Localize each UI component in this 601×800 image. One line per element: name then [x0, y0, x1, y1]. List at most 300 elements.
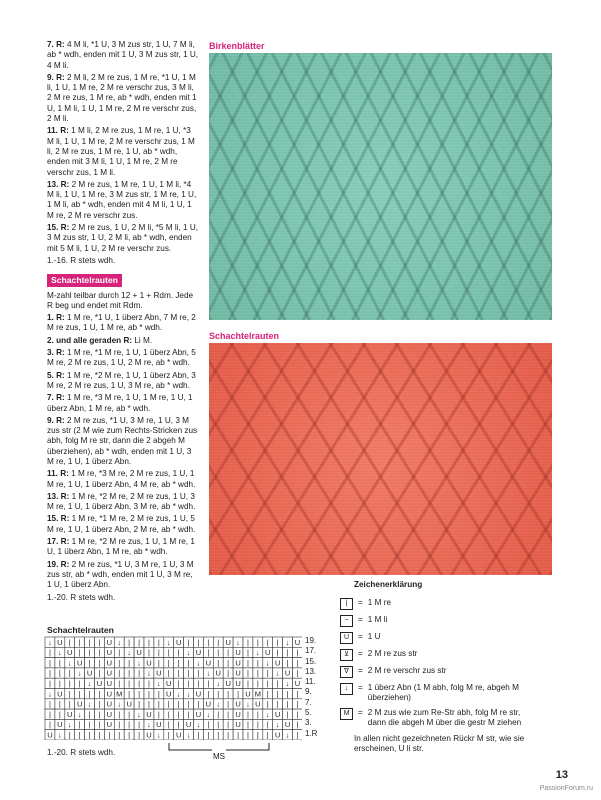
schachtelrauten-row — [47, 560, 199, 591]
chart-symbol: | — [167, 730, 170, 740]
chart-symbol: | — [48, 709, 51, 719]
chart-symbol: | — [246, 648, 249, 658]
chart-symbol: | — [197, 637, 200, 647]
chart-symbol: | — [286, 689, 289, 699]
row-label: 2. und alle geraden R: — [47, 335, 135, 345]
chart-symbol: | — [187, 699, 190, 709]
chart-symbol: | — [177, 699, 180, 709]
chart-symbol: | — [177, 679, 180, 688]
chart-symbol: | — [88, 648, 91, 658]
knit-photo-birkenblaetter — [209, 53, 552, 320]
legend-symbol-icon: M — [340, 708, 353, 720]
row-label: 3. R: — [47, 348, 68, 358]
chart-symbol: | — [118, 658, 121, 668]
chart-symbol: | — [138, 679, 141, 688]
chart-symbol: ↓ — [67, 720, 72, 730]
chart-symbol: | — [118, 679, 121, 688]
chart-symbol: | — [78, 648, 81, 658]
chart-row-number: 9. — [305, 687, 312, 697]
chart-symbol: | — [68, 730, 71, 740]
chart-symbol: U — [284, 720, 291, 730]
legend-equals: = — [358, 683, 363, 692]
row-text: 1 M re, *2 M re, 1 U, 1 überz Abn, 3 M re, 2 M re zus, 1 U, 3 M re, ab * wdh. — [47, 370, 196, 390]
row-text: 1 M li, 2 M re zus, 1 M re, 1 U, *3 M li, 1 U, 1 M re, 2 M re verschr zus, 1 M li, 2 M re zus, 1 M re, 1 U, ab * wdh, enden mit 3 M li, 1 U, 1 M re, 2 M re verschr zus, 1 M li. — [47, 126, 195, 177]
chart-symbol: ↓ — [196, 658, 201, 668]
chart-symbol: | — [246, 668, 249, 678]
schachtelrauten-row — [47, 469, 199, 490]
chart-symbol: | — [227, 709, 230, 719]
chart-symbol: ↓ — [57, 648, 62, 658]
chart-symbol: U — [175, 730, 182, 740]
chart-symbol: | — [197, 668, 200, 678]
chart-symbol: | — [276, 648, 279, 658]
chart-row-number: 19. — [305, 636, 317, 645]
chart-symbol: U — [106, 637, 113, 647]
chart-symbol: | — [98, 720, 101, 730]
chart-symbol: | — [167, 648, 170, 658]
chart-symbol: | — [98, 709, 101, 719]
chart-symbol: | — [147, 699, 150, 709]
schachtelrauten-row — [47, 514, 199, 535]
chart-symbol: | — [157, 709, 160, 719]
chart-symbol: U — [265, 648, 271, 658]
chart-symbol: | — [246, 730, 249, 740]
chart-symbol: | — [68, 668, 71, 678]
chart-title: Schachtelrauten — [47, 625, 114, 635]
chart-symbol: ↓ — [137, 709, 141, 719]
legend-equals: = — [358, 632, 363, 641]
row-text: 1 M re, *3 M re, 2 M re zus, 1 U, 1 M re, 1 U, 1 überz Abn, 4 M re, ab * wdh. — [47, 469, 196, 489]
birkenblaetter-row — [47, 180, 199, 221]
chart-symbol: U — [106, 709, 113, 719]
chart-symbol: ↓ — [275, 668, 280, 678]
legend-items — [340, 598, 530, 728]
chart-symbol: U — [195, 648, 202, 658]
chart-symbol: ↓ — [186, 648, 191, 658]
chart-symbol: | — [296, 699, 299, 709]
chart-symbol: | — [207, 648, 210, 658]
chart-symbol: U — [106, 679, 113, 688]
legend-item — [340, 632, 530, 644]
chart-symbol: | — [256, 730, 259, 740]
chart-symbol: | — [256, 679, 259, 688]
chart-symbol: | — [58, 679, 61, 688]
photo-title-birkenblaetter: Birkenblätter — [209, 41, 265, 51]
chart-symbol: | — [138, 720, 141, 730]
chart-symbol: | — [256, 658, 259, 668]
chart-symbol: | — [128, 668, 131, 678]
chart-symbol: U — [166, 689, 172, 699]
chart-symbol: ↓ — [57, 730, 62, 740]
row-text: 1 M re, *2 M re, 2 M re zus, 1 U, 3 M re, 1 U, 1 überz Abn, 3 M re, ab * wdh. — [47, 491, 196, 512]
legend-title: Zeichenerklärung — [354, 580, 423, 589]
chart-symbol: U — [215, 668, 221, 678]
chart-symbol: ↓ — [206, 668, 211, 678]
row-text: Li M. — [134, 335, 153, 345]
chart-symbol: | — [118, 648, 121, 658]
birkenblaetter-rows — [47, 40, 199, 254]
chart-symbol: | — [68, 679, 71, 688]
chart-symbol: | — [88, 637, 91, 647]
chart-row-number: 1.R — [305, 728, 318, 738]
chart-symbol: | — [88, 730, 91, 740]
legend-symbol-icon: ⊻ — [340, 649, 353, 661]
chart-symbol: | — [48, 720, 51, 730]
chart-symbol: | — [58, 709, 61, 719]
chart-symbol: ↓ — [77, 709, 82, 719]
instructions-column — [47, 40, 199, 605]
chart-footer: 1.-20. R stets wdh. — [47, 748, 116, 757]
chart-symbol: | — [276, 689, 279, 699]
chart-symbol: | — [237, 689, 240, 699]
chart-symbol: ↓ — [87, 699, 92, 709]
chart-symbol: | — [68, 689, 71, 699]
chart-symbol: | — [88, 658, 91, 668]
chart-row-number: 5. — [305, 708, 312, 718]
chart-symbol: | — [256, 637, 259, 647]
row-text: 4 M li, *1 U, 3 M zus str, 1 U, 7 M li, ab * wdh, enden mit 1 U, 3 M zus str, 1 U, 4 M li. — [47, 40, 199, 70]
chart-symbol: | — [276, 699, 279, 709]
chart-symbol: | — [78, 689, 81, 699]
chart-symbol: ↓ — [206, 709, 211, 719]
legend-text: 2 M zus wie zum Re-Str abh, folg M re str, dann die abgeh M über die gestr M ziehen — [367, 708, 522, 727]
page-number: 13 — [555, 769, 568, 781]
chart-symbol: | — [227, 658, 230, 668]
chart-symbol: U — [156, 720, 162, 730]
chart-symbol: ↓ — [265, 658, 270, 668]
chart-symbol: | — [256, 720, 259, 730]
schachtelrauten-row — [47, 336, 199, 346]
chart-symbol: U — [185, 720, 192, 730]
legend-item — [340, 649, 530, 661]
chart-symbol: | — [138, 699, 141, 709]
chart-symbol: | — [246, 720, 249, 730]
chart-symbol: U — [235, 720, 241, 730]
chart-symbol: | — [177, 709, 180, 719]
chart-symbol: | — [68, 637, 71, 647]
chart-symbol: | — [246, 709, 249, 719]
chart-symbol: | — [207, 720, 210, 730]
chart-symbol: ↓ — [236, 637, 240, 647]
chart-symbol: | — [217, 709, 220, 719]
chart-symbol: | — [246, 679, 249, 688]
chart-symbol: | — [217, 637, 220, 647]
chart-symbol: | — [266, 689, 269, 699]
chart-symbol: | — [187, 679, 190, 688]
chart-symbol: | — [266, 637, 269, 647]
row-label: 19. R: — [47, 559, 72, 569]
chart-symbol: | — [217, 720, 220, 730]
chart-symbol: U — [136, 648, 142, 658]
chart-symbol: | — [147, 648, 150, 658]
chart-row-number: 17. — [305, 646, 317, 656]
chart-symbol: | — [266, 720, 269, 730]
chart-symbol: | — [157, 637, 160, 647]
row-text: 1 M re, *1 M re, 1 U, 1 überz Abn, 5 M re, 2 M re zus, 1 U, 2 M re, ab * wdh. — [47, 348, 196, 368]
chart-symbol: | — [286, 648, 289, 658]
chart-symbol: | — [118, 720, 121, 730]
legend-text: 2 M re verschr zus str — [367, 666, 447, 675]
chart-symbol: ↓ — [48, 689, 52, 699]
chart-symbol: | — [138, 730, 141, 740]
chart-symbol: | — [138, 668, 141, 678]
chart-symbol: ↓ — [246, 699, 250, 709]
legend-equals: = — [358, 708, 363, 717]
chart-symbol: | — [98, 637, 101, 647]
chart-symbol: | — [266, 699, 269, 709]
chart-symbol: M — [254, 689, 261, 699]
chart-symbol: | — [98, 689, 101, 699]
legend-item — [340, 666, 530, 678]
chart-symbol: | — [58, 699, 61, 709]
chart-symbol: U — [76, 658, 83, 668]
chart-symbol: U — [106, 658, 113, 668]
chart-symbol: | — [157, 658, 160, 668]
chart-symbol: | — [98, 648, 101, 658]
chart-symbol: | — [167, 709, 170, 719]
chart-symbol: ↓ — [275, 720, 280, 730]
chart-symbol: | — [237, 730, 240, 740]
chart-symbol: ↓ — [285, 679, 290, 688]
chart-symbol: ↓ — [147, 668, 151, 678]
schachtelrauten-row — [47, 393, 199, 414]
top-rows-footer: 1.-16. R stets wdh. — [47, 255, 116, 265]
chart-symbol: U — [76, 699, 83, 709]
chart-symbol: ↓ — [285, 730, 290, 740]
chart-symbol: ↓ — [255, 648, 260, 658]
legend-text: 1 U — [367, 632, 381, 641]
chart-symbol: | — [207, 730, 210, 740]
legend-note: In allen nicht gezeichneten Rückr M str, wie sie erscheinen, U li str. — [354, 734, 525, 753]
legend — [340, 580, 530, 754]
legend-symbol-icon: ↓ — [340, 683, 353, 695]
chart-symbol: | — [266, 668, 269, 678]
birkenblaetter-row — [47, 40, 199, 71]
chart-symbol: | — [128, 720, 131, 730]
chart-symbol: U — [57, 720, 63, 730]
chart-symbol: ↓ — [117, 699, 122, 709]
legend-text: 1 überz Abn (1 M abh, folg M re, abgeh M überziehen) — [367, 683, 519, 702]
chart-symbol: U — [106, 648, 113, 658]
row-text: 1 M re, *2 M re zus, 1 U, 1 M re, 1 U, 1 überz Abn, 1 M re, ab * wdh. — [47, 537, 195, 557]
chart-symbol: | — [147, 679, 150, 688]
chart-symbol: | — [98, 730, 101, 740]
chart-symbol: | — [276, 679, 279, 688]
chart-symbol: ↓ — [265, 709, 270, 719]
chart-symbol: | — [187, 658, 190, 668]
schachtelrauten-row — [47, 492, 199, 513]
chart-symbol: | — [88, 709, 91, 719]
chart-symbol: | — [68, 699, 71, 709]
chart-symbol: | — [128, 709, 131, 719]
pattern-intro: M-zahl teilbar durch 12 + 1 + Rdm. Jede R beg und endet mit Rdm. — [47, 290, 194, 310]
chart-symbol: | — [128, 637, 131, 647]
chart-symbol: ↓ — [186, 730, 191, 740]
chart-symbol: | — [177, 668, 180, 678]
chart-symbol: ↓ — [285, 637, 290, 647]
row-label: 13. R: — [47, 179, 72, 189]
schachtelrauten-row — [47, 371, 199, 392]
chart-symbol: | — [88, 689, 91, 699]
chart-symbol: | — [227, 720, 230, 730]
chart-symbol: U — [225, 679, 231, 688]
chart-symbol: | — [98, 658, 101, 668]
chart-symbol: U — [126, 699, 132, 709]
schachtelrauten-row — [47, 313, 199, 334]
chart-symbol: | — [296, 689, 299, 699]
chart-symbol: U — [235, 648, 241, 658]
chart-symbol: | — [296, 668, 299, 678]
row-text: 2 M re zus, *1 U, 3 M re, 1 U, 3 M zus str (2 M wie zum Rechts-Stricken zus abh, folg M re str, dann die 2 abgeh M überziehen), ab * wdh, enden mit 1 U, 3 M re, 1 U, 1 überz Abn. — [47, 415, 198, 466]
birkenblaetter-row — [47, 126, 199, 177]
chart-row-number: 15. — [305, 656, 317, 666]
chart-symbol: U — [235, 668, 241, 678]
chart-symbol: ↓ — [147, 720, 151, 730]
chart-symbol: U — [255, 699, 261, 709]
chart-symbol: | — [128, 679, 131, 688]
chart-symbol: U — [86, 668, 93, 678]
chart-symbol: ↓ — [77, 668, 82, 678]
chart-row-number: 7. — [305, 697, 312, 707]
chart-symbol: M — [116, 689, 123, 699]
chart-symbol: | — [48, 668, 51, 678]
chart-symbol: U — [106, 720, 113, 730]
chart-symbol: | — [187, 709, 190, 719]
chart-symbol: | — [177, 658, 180, 668]
chart-symbol: U — [67, 709, 73, 719]
chart-symbol: | — [197, 679, 200, 688]
chart-symbol: ↓ — [166, 637, 171, 647]
chart-symbol: | — [78, 637, 81, 647]
legend-text: 1 M li — [367, 615, 388, 624]
chart-symbol: | — [98, 668, 101, 678]
row-label: 11. R: — [47, 469, 72, 479]
chart-symbol: U — [175, 637, 182, 647]
chart-symbol: ↓ — [186, 689, 191, 699]
chart-symbol: | — [157, 689, 160, 699]
row-label: 1. R: — [47, 313, 68, 323]
chart-symbol: | — [217, 730, 220, 740]
chart-symbol: | — [118, 709, 121, 719]
chart-symbol: ↓ — [216, 679, 221, 688]
row-label: 13. R: — [47, 491, 72, 501]
legend-equals: = — [358, 615, 363, 624]
chart-symbol: U — [47, 730, 53, 740]
ms-label: MS — [213, 752, 225, 761]
chart-symbol: | — [167, 668, 170, 678]
chart-symbol: | — [296, 648, 299, 658]
legend-symbol-icon: | — [340, 598, 353, 610]
chart-symbol: | — [48, 648, 51, 658]
chart-symbol: | — [167, 658, 170, 668]
row-label: 9. R: — [47, 415, 68, 425]
chart-symbol: | — [296, 720, 299, 730]
chart-symbol: U — [195, 689, 202, 699]
chart-symbol: | — [227, 730, 230, 740]
legend-symbol-icon: U — [340, 632, 353, 644]
chart-symbol: | — [256, 709, 259, 719]
row-label: 15. R: — [47, 514, 72, 524]
chart-symbol: | — [286, 699, 289, 709]
row-text: 2 M re zus, 1 M re, 1 U, 1 M li, *4 M li, 1 U, 1 M re, 3 M zus str, 1 M re, 1 U, 1 M li, ab * wdh, enden mit 4 M li, 1 U, 1 M re, 2 M re verschr zus. — [47, 179, 197, 220]
chart-symbol: | — [246, 637, 249, 647]
chart-symbol: | — [118, 668, 121, 678]
chart-symbol: | — [266, 730, 269, 740]
chart-symbol: | — [157, 648, 160, 658]
chart-symbol: | — [128, 658, 131, 668]
chart-symbol: | — [157, 699, 160, 709]
chart-symbol: ↓ — [67, 658, 72, 668]
chart-symbol: U — [274, 730, 281, 740]
chart-symbol: | — [296, 709, 299, 719]
legend-item — [340, 598, 530, 610]
legend-equals: = — [358, 649, 363, 658]
chart-symbol: | — [227, 689, 230, 699]
row-label: 15. R: — [47, 223, 72, 233]
chart-symbol: U — [156, 668, 162, 678]
schachtelrauten-row — [47, 348, 199, 369]
chart-symbol: | — [118, 730, 121, 740]
chart-symbol: U — [235, 658, 241, 668]
chart-symbol: | — [177, 720, 180, 730]
chart-symbol: | — [98, 699, 101, 709]
row-label: 7. R: — [47, 40, 68, 49]
birkenblaetter-row — [47, 73, 199, 124]
legend-symbol-icon: ∇ — [340, 666, 353, 678]
chart-symbol: U — [284, 668, 291, 678]
photo-title-schachtelrauten: Schachtelrauten — [209, 331, 280, 341]
chart-symbol: U — [146, 658, 152, 668]
chart-symbol: | — [147, 637, 150, 647]
chart-symbol: | — [128, 730, 131, 740]
chart-symbol: U — [235, 699, 241, 709]
chart-symbol: U — [106, 699, 113, 709]
legend-text: 1 M re — [367, 598, 392, 607]
chart-symbol: ↓ — [127, 648, 132, 658]
chart-symbol: U — [274, 658, 281, 668]
chart-symbol: | — [167, 720, 170, 730]
birkenblaetter-row — [47, 223, 199, 254]
schachtelrauten-row — [47, 416, 199, 467]
rows-footer: 1.-20. R stets wdh. — [47, 592, 116, 602]
chart-symbol: | — [138, 689, 141, 699]
row-label: 7. R: — [47, 393, 68, 403]
row-text: 1 M re, *3 M re, 1 U, 1 M re, 1 U, 1 überz Abn, 1 M re, ab * wdh. — [47, 393, 193, 413]
chart-symbol: | — [256, 668, 259, 678]
chart-symbol: | — [48, 699, 51, 709]
chart-symbol: ↓ — [216, 699, 221, 709]
row-text: 2 M re zus, *1 U, 3 M re, 1 U, 3 M zus str, ab * wdh, enden mit 1 U, 3 M re, 1 U, 1 überz Abn. — [47, 559, 194, 590]
chart-row-number: 11. — [305, 677, 316, 687]
chart-symbol: | — [187, 637, 190, 647]
chart-symbol: U — [205, 699, 212, 709]
legend-equals: = — [358, 666, 363, 675]
chart-symbol: U — [146, 730, 152, 740]
chart-symbol: | — [78, 679, 81, 688]
chart-row-numbers — [305, 636, 317, 739]
chart-symbol: | — [207, 689, 210, 699]
chart-symbol: U — [57, 637, 63, 647]
chart-symbol: | — [147, 689, 150, 699]
chart-symbol: | — [48, 658, 51, 668]
knit-photo-schachtelrauten — [209, 343, 552, 575]
chart-symbol: | — [286, 658, 289, 668]
chart-symbol: | — [217, 648, 220, 658]
chart-symbol: U — [166, 679, 172, 688]
legend-text: 2 M re zus str — [367, 649, 418, 658]
chart-symbol: U — [235, 679, 241, 688]
chart-symbol: | — [197, 730, 200, 740]
